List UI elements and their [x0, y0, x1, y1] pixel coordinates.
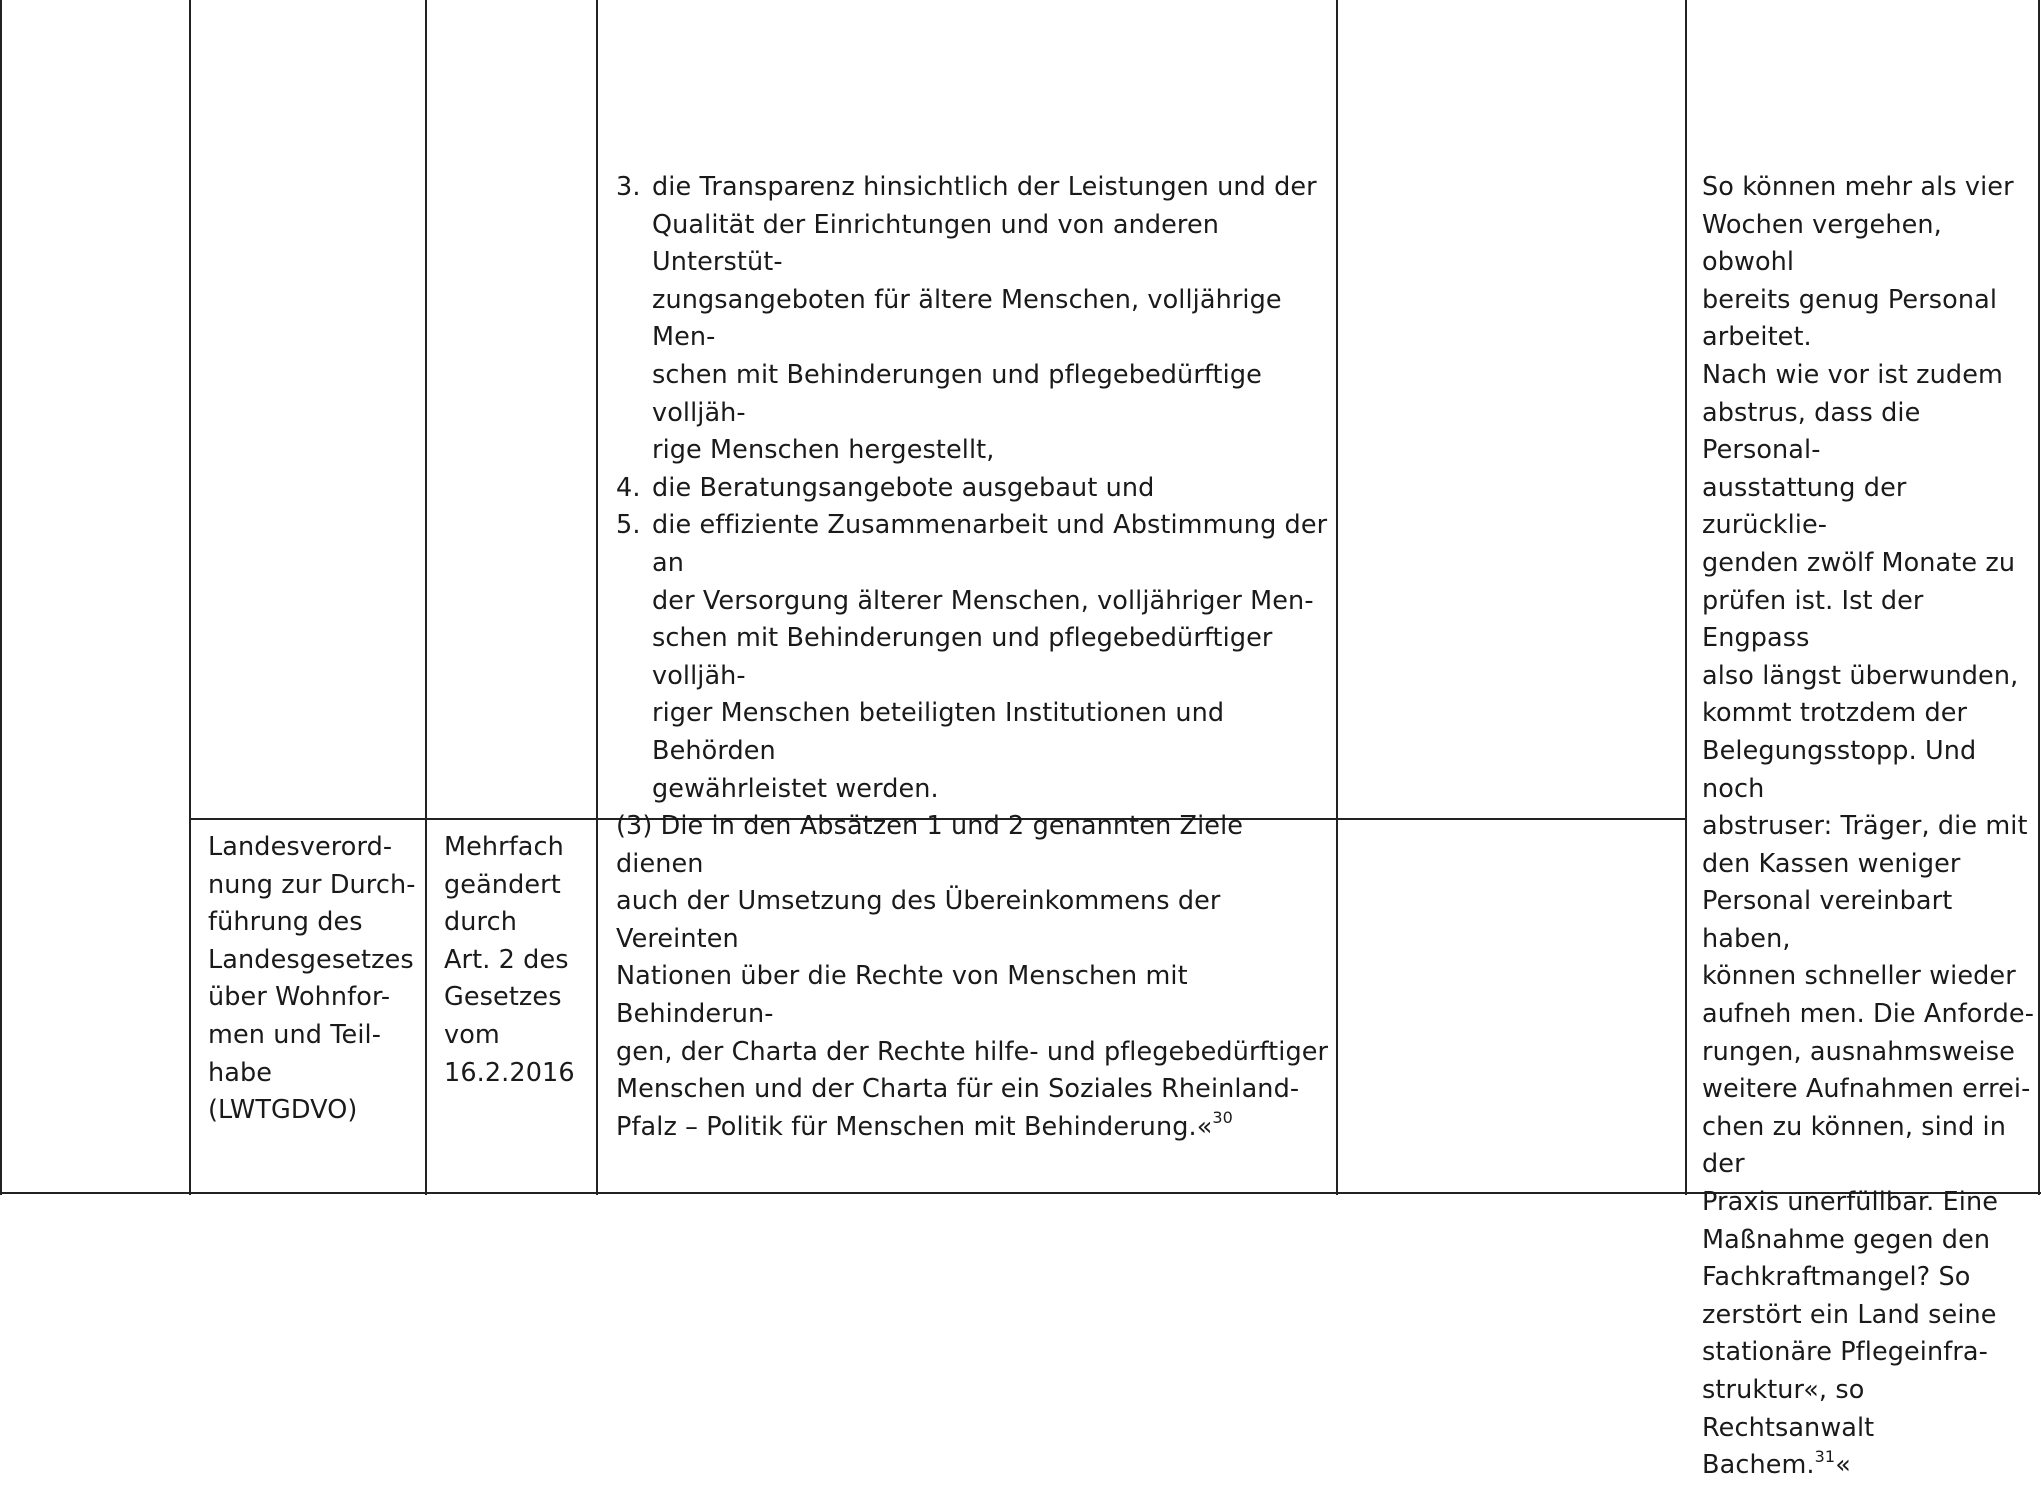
comment-line: genden zwölf Monate zu: [1702, 547, 2016, 578]
regulation-name-line: men und Teil-: [208, 1019, 382, 1050]
comment-line: abstrus, dass die Personal-: [1702, 397, 1921, 466]
table-border-right: [2038, 0, 2040, 1195]
regulation-status-cell: [444, 829, 594, 1092]
comment-line-text: Bachem.: [1702, 1450, 1815, 1481]
comment-line: kommt trotzdem der: [1702, 698, 1968, 729]
comment-line: rungen, ausnahmsweise: [1702, 1036, 2015, 1067]
comment-line: Nach wie vor ist zudem: [1702, 359, 2003, 390]
regulation-name-line: Landesgesetzes: [208, 944, 414, 975]
paragraph-line: [616, 1109, 1331, 1147]
comment-line: zerstört ein Land seine: [1702, 1299, 1997, 1330]
list-line: schen mit Behinderungen und pflegebedürftige volljäh-: [652, 359, 1262, 428]
comment-line: abstruser: Träger, die mit: [1702, 811, 2028, 842]
column-divider-4: [1336, 0, 1338, 1195]
regulation-name-line: Landesverord-: [208, 832, 393, 862]
table-border-left: [0, 0, 2, 1195]
comment-line: den Kassen weniger: [1702, 848, 1961, 879]
comment-line: ausstattung der zurücklie-: [1702, 472, 1907, 541]
paragraph-line: Menschen und der Charta für ein Soziales Rheinland-: [616, 1074, 1300, 1105]
column-divider-1: [189, 0, 191, 1195]
law-list-item: [616, 470, 1331, 508]
regulation-status-line: vom: [444, 1019, 500, 1050]
list-line: die Transparenz hinsichtlich der Leistungen und der: [652, 172, 1317, 202]
paragraph-line: auch der Umsetzung des Übereinkommens der Vereinten: [616, 886, 1221, 954]
paragraph-line: gen, der Charta der Rechte hilfe- und pflegebedürftiger: [616, 1036, 1329, 1067]
comment-line: prüfen ist. Ist der Engpass: [1702, 585, 1924, 654]
paragraph-line-text: Pfalz – Politik für Menschen mit Behinderung.«: [616, 1111, 1213, 1142]
list-line: der Versorgung älterer Menschen, volljähriger Men-: [652, 585, 1314, 616]
column-divider-2: [425, 0, 427, 1195]
comment-line: Maßnahme gegen den: [1702, 1224, 1991, 1255]
comment-line: Personal vereinbart haben,: [1702, 886, 1953, 954]
regulation-name-line: nung zur Durch-: [208, 869, 416, 900]
list-number: 3.: [616, 172, 641, 202]
law-list-item: [616, 169, 1331, 470]
law-list-item: [616, 507, 1331, 808]
list-line: riger Menschen beteiligten Institutionen und Behörden: [652, 698, 1225, 766]
list-line: die Beratungsangebote ausgebaut und: [652, 472, 1155, 503]
column-divider-5: [1685, 0, 1687, 1195]
law-text-cell: [616, 169, 1331, 1146]
regulation-name-line: (LWTGDVO): [208, 1095, 358, 1126]
list-line: schen mit Behinderungen und pflegebedürftiger volljäh-: [652, 623, 1273, 691]
list-line: rige Menschen hergestellt,: [652, 435, 995, 466]
footnote-marker: 30: [1212, 1108, 1233, 1128]
regulation-name-line: führung des: [208, 907, 363, 938]
regulation-status-line: Mehrfach: [444, 832, 564, 862]
comment-line: stationäre Pflegeinfra-: [1702, 1337, 1988, 1368]
comment-line: Belegungsstopp. Und noch: [1702, 735, 1977, 804]
regulation-name-line: über Wohnfor-: [208, 982, 391, 1013]
comment-line: also längst überwunden,: [1702, 660, 2019, 691]
paragraph-line: Nationen über die Rechte von Menschen mit Behinderun-: [616, 961, 1188, 1030]
list-line: gewährleistet werden.: [652, 773, 939, 804]
regulation-name-line: habe: [208, 1057, 273, 1088]
footnote-marker: 31: [1814, 1446, 1836, 1466]
comment-line: [1702, 1447, 2037, 1485]
list-number: 4.: [616, 472, 641, 503]
regulation-status-line: Gesetzes: [444, 982, 562, 1013]
comment-line: Fachkraftmangel? So: [1702, 1262, 1971, 1293]
law-paragraph: [616, 808, 1331, 1146]
comment-line: aufneh men. Die Anforde-: [1702, 999, 2034, 1030]
comment-line: arbeitet.: [1702, 322, 1812, 353]
comment-line: struktur«, so Rechtsanwalt: [1702, 1375, 1875, 1443]
regulation-status-line: Art. 2 des: [444, 944, 569, 975]
closing-quote: «: [1835, 1450, 1851, 1481]
regulation-status-line: durch: [444, 907, 517, 938]
comment-line: bereits genug Personal: [1702, 284, 1998, 315]
comment-line: Wochen vergehen, obwohl: [1702, 209, 1942, 278]
regulation-status-line: geändert: [444, 869, 561, 900]
list-line: die effiziente Zusammenarbeit und Abstimmung der an: [652, 510, 1328, 578]
comment-line: weitere Aufnahmen errei-: [1702, 1074, 2031, 1105]
comment-line: So können mehr als vier: [1702, 172, 2014, 202]
list-line: zungsangeboten für ältere Menschen, volljährige Men-: [652, 284, 1282, 353]
column-divider-3: [596, 0, 598, 1195]
comment-line: Praxis unerfüllbar. Eine: [1702, 1187, 1999, 1218]
comment-cell: [1702, 169, 2037, 1485]
list-line: Qualität der Einrichtungen und von anderen Unterstüt-: [652, 209, 1220, 278]
comment-line: können schneller wieder: [1702, 961, 2016, 992]
list-number: 5.: [616, 510, 641, 541]
regulation-name-cell: [208, 829, 418, 1130]
paragraph-line: (3) Die in den Absätzen 1 und 2 genannten Ziele dienen: [616, 811, 1244, 879]
regulation-status-line: 16.2.2016: [444, 1057, 575, 1088]
comment-line: chen zu können, sind in der: [1702, 1111, 2007, 1180]
